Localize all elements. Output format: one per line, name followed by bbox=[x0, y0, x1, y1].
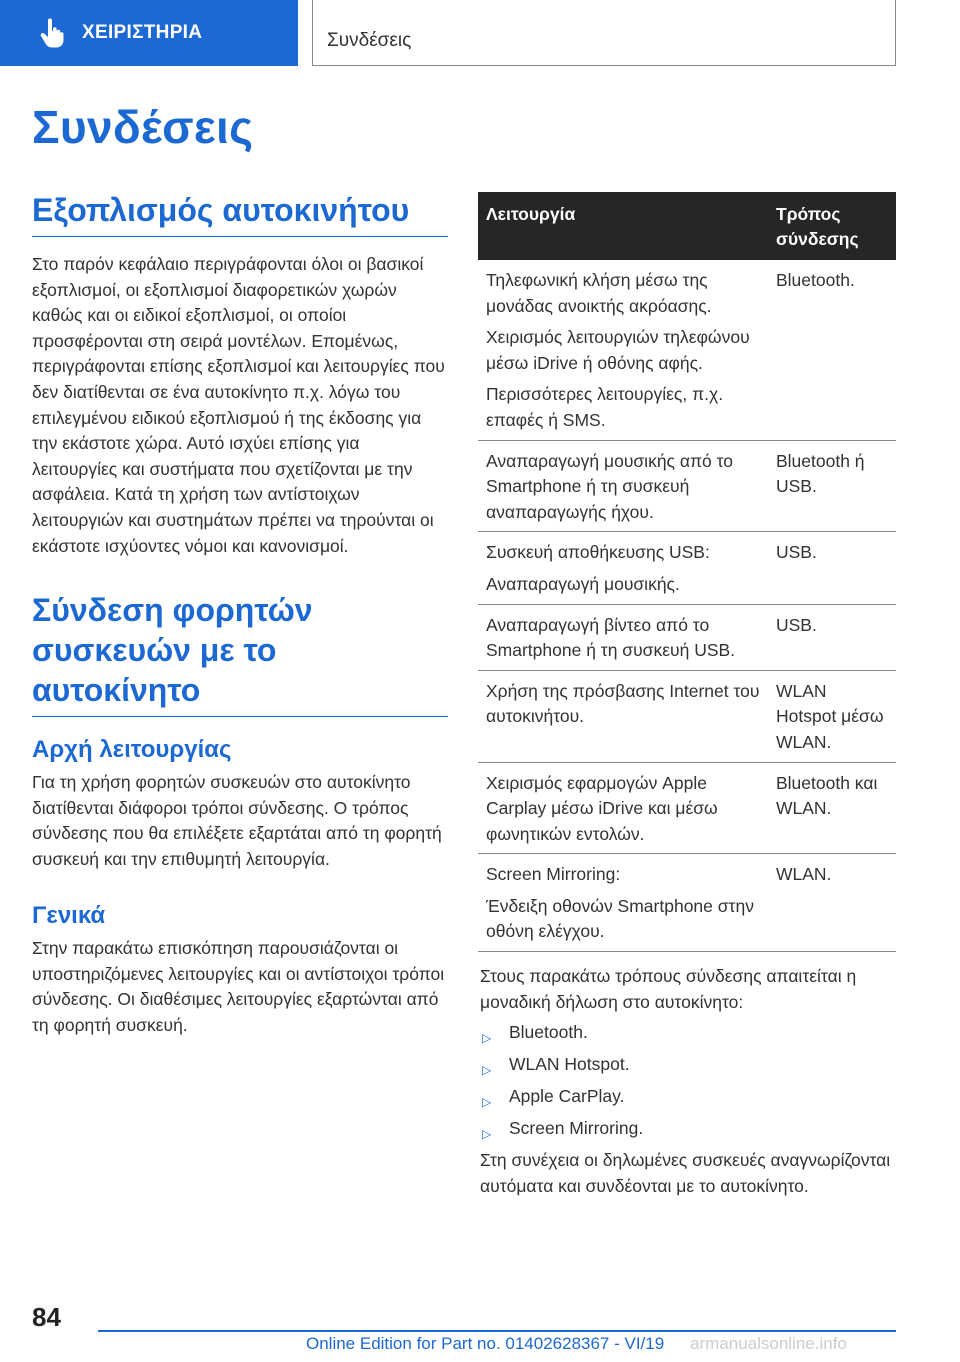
header-section-label: Συνδέσεις bbox=[327, 30, 412, 51]
function-cell bbox=[478, 532, 768, 604]
connection-cell: WLAN. bbox=[768, 854, 896, 952]
footer-divider bbox=[98, 1330, 896, 1332]
col-connection-header: Τρόπος σύνδεσης bbox=[768, 192, 896, 260]
page-title: Συνδέσεις bbox=[32, 101, 254, 153]
function-line: Screen Mirroring: bbox=[486, 864, 621, 885]
list-item bbox=[480, 1116, 896, 1148]
table-header-row bbox=[478, 192, 896, 260]
connection-cell: Bluetooth. bbox=[768, 260, 896, 440]
function-line: Συσκευή αποθήκευσης USB: bbox=[486, 542, 710, 563]
function-line: Χειρισμός λειτουργιών τηλεφώνου μέσω iDrive ή οθόνης αφής. bbox=[486, 327, 750, 373]
connection-cell: USB. bbox=[768, 604, 896, 670]
connection-cell: Bluetooth ή USB. bbox=[768, 440, 896, 532]
equipment-heading: Εξοπλισμός αυτοκινήτου bbox=[32, 190, 448, 237]
table-row bbox=[478, 670, 896, 762]
function-line: Ένδειξη οθονών Smartphone στην οθόνη ελέγχου. bbox=[486, 895, 754, 942]
function-cell bbox=[478, 260, 768, 440]
hand-pointer-icon bbox=[40, 18, 64, 48]
list-item-label: Bluetooth. bbox=[509, 1022, 588, 1042]
header-tab-controls[interactable] bbox=[0, 0, 298, 66]
list-item-label: Screen Mirroring. bbox=[509, 1118, 644, 1138]
function-line: Αναπαραγωγή μουσικής από το Smartphone ή τη συσκευή αναπαραγωγής ήχου. bbox=[486, 450, 734, 522]
mobile-devices-heading: Σύνδεση φορητών συσκευών με το αυτοκίνητο bbox=[32, 590, 448, 717]
function-line: Αναπαραγωγή βίντεο από το Smartphone ή τη συσκευή USB. bbox=[486, 614, 736, 661]
registration-intro-text: Στους παρακάτω τρόπους σύνδεσης απαιτείται η μοναδική δήλωση στο αυτοκίνητο: bbox=[480, 966, 857, 1012]
equipment-text: Στο παρόν κεφάλαιο περιγράφονται όλοι οι βασικοί εξοπλισμοί, οι εξοπλισμοί διαφορετικών χωρών καθώς και οι ειδικοί εξοπλισμοί, οι οποίοι προσφέρονται στη σειρά μοντέλων. Επομένως, περιγράφονται επίσης εξοπλισμοί και λειτουργίες που δεν διατίθενται σε ένα αυτοκίνητο π.χ. λόγω του επιλεγμένου ειδικού εξοπλισμού ή της έκδοσης για την εκάστοτε χώρα. Αυτό ισχύει επίσης για λειτουργίες και συστήματα που σχετίζονται με την ασφάλεια. Κατά τη χρήση των αντίστοιχων λειτουργιών και συστημάτων πρέπει να τηρούνται οι εκάστοτε ισχύοντες νόμοι και κανονισμοί. bbox=[32, 254, 445, 556]
function-cell bbox=[478, 670, 768, 762]
triangle-bullet-icon: ▷ bbox=[482, 1031, 492, 1045]
registration-closing-text: Στη συνέχεια οι δηλωμένες συσκευές αναγνωρίζονται αυτόματα και συνδέονται με το αυτοκίνητο. bbox=[480, 1150, 891, 1196]
triangle-bullet-icon: ▷ bbox=[482, 1095, 492, 1109]
principle-text: Για τη χρήση φορητών συσκευών στο αυτοκίνητο διατίθενται διάφοροι τρόποι σύνδεσης. Ο τρόπος σύνδεσης που θα επιλέξετε εξαρτάται από τη φορητή συσκευή και την επιθυμητή λειτουργία. bbox=[32, 772, 442, 869]
watermark-text: armanualsonline.info bbox=[690, 1334, 847, 1353]
registration-list bbox=[480, 1020, 896, 1148]
general-text: Στην παρακάτω επισκόπηση παρουσιάζονται οι υποστηριζόμενες λειτουργίες και οι αντίστοιχοι τρόποι σύνδεσης. Οι διαθέσιμες λειτουργίες εξαρτώνται από τη φορητή συσκευή. bbox=[32, 938, 445, 1035]
col-function-header: Λειτουργία bbox=[478, 192, 768, 260]
header-tab-label: ΧΕΙΡΙΣΤΗΡΙΑ bbox=[82, 22, 203, 43]
list-item bbox=[480, 1052, 896, 1084]
list-item-label: Apple CarPlay. bbox=[509, 1086, 625, 1106]
function-cell bbox=[478, 440, 768, 532]
table-row bbox=[478, 260, 896, 440]
connection-cell: USB. bbox=[768, 532, 896, 604]
triangle-bullet-icon: ▷ bbox=[482, 1127, 492, 1141]
table-row bbox=[478, 532, 896, 604]
function-line: Χειρισμός εφαρμογών Apple Carplay μέσω iDrive και μέσω φωνητικών εντολών. bbox=[486, 772, 718, 844]
connection-cell: Bluetooth και WLAN. bbox=[768, 762, 896, 854]
connection-cell: WLAN Hotspot μέσω WLAN. bbox=[768, 670, 896, 762]
function-cell bbox=[478, 854, 768, 952]
page-number: 84 bbox=[32, 1302, 61, 1332]
table-row bbox=[478, 854, 896, 952]
function-line: Αναπαραγωγή μουσικής. bbox=[486, 573, 680, 594]
connections-table bbox=[478, 192, 896, 952]
principle-heading: Αρχή λειτουργίας bbox=[32, 736, 232, 763]
function-line: Περισσότερες λειτουργίες, π.χ. επαφές ή SMS. bbox=[486, 384, 724, 430]
list-item bbox=[480, 1084, 896, 1116]
table-row bbox=[478, 604, 896, 670]
triangle-bullet-icon: ▷ bbox=[482, 1063, 492, 1077]
table-row bbox=[478, 440, 896, 532]
list-item-label: WLAN Hotspot. bbox=[509, 1054, 630, 1074]
function-line: Χρήση της πρόσβασης Internet του αυτοκινήτου. bbox=[486, 680, 760, 727]
header-section-box bbox=[312, 0, 896, 66]
edition-text: Online Edition for Part no. 01402628367 - VI/19 bbox=[306, 1334, 665, 1353]
function-cell bbox=[478, 604, 768, 670]
table-row bbox=[478, 762, 896, 854]
function-cell bbox=[478, 762, 768, 854]
function-line: Τηλεφωνική κλήση μέσω της μονάδας ανοικτής ακρόασης. bbox=[486, 270, 712, 316]
general-heading: Γενικά bbox=[32, 902, 106, 929]
list-item bbox=[480, 1020, 896, 1052]
